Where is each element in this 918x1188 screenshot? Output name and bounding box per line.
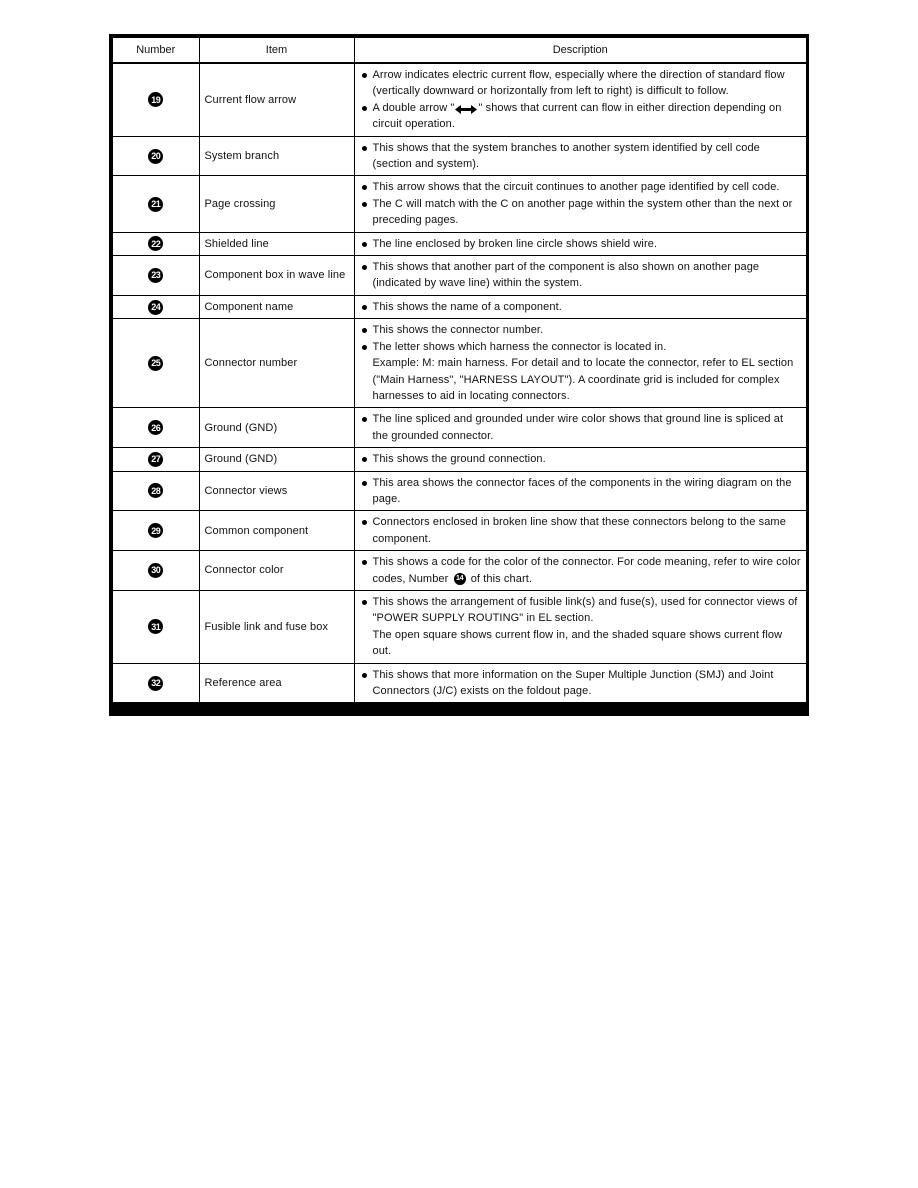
description-text: This shows the arrangement of fusible link(s) and fuse(s), used for connector views of "POWER SUPPLY ROUTING" in EL section. [372, 595, 798, 625]
circled-number-badge: 28 [148, 483, 163, 498]
number-cell [113, 136, 199, 176]
description-cell [354, 448, 806, 471]
item-cell: Page crossing [199, 176, 354, 232]
number-cell [113, 63, 199, 136]
circled-number-badge: 29 [148, 523, 163, 538]
number-cell [113, 408, 199, 448]
item-cell: Current flow arrow [199, 63, 354, 136]
bullet-dot-icon [362, 520, 367, 525]
description-text: The C will match with the C on another page within the system other than the next or preceding pages. [372, 197, 793, 227]
bullet-line [360, 236, 802, 252]
bullet-line [360, 594, 802, 627]
number-cell [113, 511, 199, 551]
bullet-line [360, 140, 802, 173]
description-cell [354, 663, 806, 703]
number-cell [113, 232, 199, 255]
bullet-line [360, 475, 802, 508]
item-cell: Component name [199, 295, 354, 318]
table-row [113, 256, 806, 296]
item-cell: Ground (GND) [199, 448, 354, 471]
column-header-item: Item [199, 38, 354, 63]
column-header-number: Number [113, 38, 199, 63]
description-text [373, 554, 802, 587]
column-header-description: Description [354, 38, 806, 63]
description-cell [354, 471, 806, 511]
bullet-line [360, 554, 802, 587]
description-cell [354, 136, 806, 176]
bullet-dot-icon [362, 481, 367, 486]
circled-number-badge: 32 [148, 676, 163, 691]
description-text: The line enclosed by broken line circle shows shield wire. [372, 237, 658, 250]
bullet-line [360, 259, 802, 292]
bullet-line [360, 322, 802, 338]
description-cell [354, 176, 806, 232]
item-cell: Connector views [199, 471, 354, 511]
circled-number-badge: 22 [148, 236, 163, 251]
number-cell [113, 295, 199, 318]
description-text: This shows the ground connection. [372, 453, 546, 466]
description-text-part: " shows that current can flow in either direction depending on circuit operation. [372, 101, 782, 131]
bullet-dot-icon [362, 106, 367, 111]
description-cell [354, 232, 806, 255]
table-row [113, 551, 806, 591]
bullet-line [360, 339, 802, 355]
bullet-line [360, 667, 802, 700]
description-cell [354, 408, 806, 448]
description-text: Example: M: main harness. For detail and to locate the connector, refer to EL section ("Main Harness", "HARNESS LAYOUT"). A coordinate grid is included for complex harnesses to aid in locating connectors. [372, 357, 794, 402]
number-cell [113, 319, 199, 408]
table-header-row [113, 38, 806, 63]
bullet-dot-icon [362, 457, 367, 462]
table-row [113, 448, 806, 471]
circled-number-badge: 30 [148, 563, 163, 578]
table-row [113, 176, 806, 232]
bullet-dot-icon [362, 673, 367, 678]
bullet-dot-icon [362, 600, 367, 605]
description-text: The line spliced and grounded under wire color shows that ground line is spliced at the grounded connector. [372, 413, 784, 442]
description-text [373, 100, 802, 133]
item-cell: Ground (GND) [199, 408, 354, 448]
table-row [113, 471, 806, 511]
bullet-dot-icon [362, 185, 367, 190]
description-cell [354, 295, 806, 318]
bullet-line [360, 411, 802, 444]
continuation-line [360, 355, 802, 404]
circled-number-badge: 19 [148, 92, 163, 107]
symbol-chart-page [109, 34, 809, 716]
description-text-part: This shows a code for the color of the connector. For code meaning, refer to wire color codes, Number [372, 556, 801, 585]
bullet-line [360, 67, 802, 100]
description-cell [354, 256, 806, 296]
circled-number-badge: 24 [148, 300, 163, 315]
bullet-dot-icon [362, 560, 367, 565]
item-cell: Connector number [199, 319, 354, 408]
number-cell [113, 471, 199, 511]
description-text: This shows that more information on the Super Multiple Junction (SMJ) and Joint Connectors (J/C) exists on the foldout page. [372, 668, 774, 697]
item-cell: Component box in wave line [199, 256, 354, 296]
table-row [113, 663, 806, 703]
description-text: The open square shows current flow in, and the shaded square shows current flow out. [372, 628, 783, 658]
bullet-line [360, 451, 802, 467]
circled-reference-number: 14 [454, 573, 466, 585]
table-row [113, 319, 806, 408]
bullet-dot-icon [362, 73, 367, 78]
description-text: Connectors enclosed in broken line show that these connectors belong to the same component. [372, 516, 786, 545]
description-cell [354, 590, 806, 663]
description-cell [354, 63, 806, 136]
item-cell: Shielded line [199, 232, 354, 255]
number-cell [113, 256, 199, 296]
symbol-description-table [113, 38, 806, 704]
bullet-dot-icon [362, 202, 367, 207]
number-cell [113, 663, 199, 703]
number-cell [113, 590, 199, 663]
item-cell: Common component [199, 511, 354, 551]
number-cell [113, 551, 199, 591]
circled-number-badge: 27 [148, 452, 163, 467]
circled-number-badge: 26 [148, 420, 163, 435]
description-cell [354, 319, 806, 408]
table-row [113, 511, 806, 551]
item-cell: System branch [199, 136, 354, 176]
circled-number-badge: 21 [148, 197, 163, 212]
description-text-part: of this chart. [467, 572, 533, 585]
description-text-part: A double arrow " [372, 101, 455, 114]
circled-number-badge: 25 [148, 356, 163, 371]
circled-number-badge: 23 [148, 268, 163, 283]
table-row [113, 590, 806, 663]
bullet-dot-icon [362, 265, 367, 270]
double-arrow-icon [455, 103, 477, 112]
bullet-dot-icon [362, 305, 367, 310]
bullet-dot-icon [362, 345, 367, 350]
continuation-line [360, 627, 802, 660]
description-text: Arrow indicates electric current flow, especially where the direction of standard flow (vertically downward or horizontally from left to right) is difficult to follow. [372, 69, 785, 98]
description-text: This area shows the connector faces of the components in the wiring diagram on the page. [372, 476, 792, 505]
description-cell [354, 551, 806, 591]
bullet-dot-icon [362, 417, 367, 422]
item-cell: Fusible link and fuse box [199, 590, 354, 663]
table-row [113, 295, 806, 318]
item-cell: Connector color [199, 551, 354, 591]
circled-number-badge: 20 [148, 149, 163, 164]
description-text: This arrow shows that the circuit continues to another page identified by cell code. [372, 181, 780, 194]
table-row [113, 408, 806, 448]
item-cell: Reference area [199, 663, 354, 703]
bullet-dot-icon [362, 146, 367, 151]
description-text: This shows the connector number. [372, 324, 544, 337]
bullet-line [360, 179, 802, 195]
description-text: The letter shows which harness the connector is located in. [372, 340, 667, 353]
bullet-line [360, 514, 802, 547]
circled-number-badge: 31 [148, 619, 163, 634]
description-cell [354, 511, 806, 551]
number-cell [113, 176, 199, 232]
bullet-line [360, 100, 802, 133]
bullet-dot-icon [362, 242, 367, 247]
description-text: This shows that the system branches to another system identified by cell code (section and system). [372, 141, 760, 171]
bullet-line [360, 299, 802, 315]
bullet-dot-icon [362, 328, 367, 333]
description-text: This shows the name of a component. [372, 300, 562, 313]
table-row [113, 136, 806, 176]
table-row [113, 63, 806, 136]
table-body [113, 63, 806, 703]
number-cell [113, 448, 199, 471]
description-text: This shows that another part of the component is also shown on another page (indicated by wave line) within the system. [372, 261, 760, 290]
bullet-line [360, 196, 802, 229]
table-row [113, 232, 806, 255]
